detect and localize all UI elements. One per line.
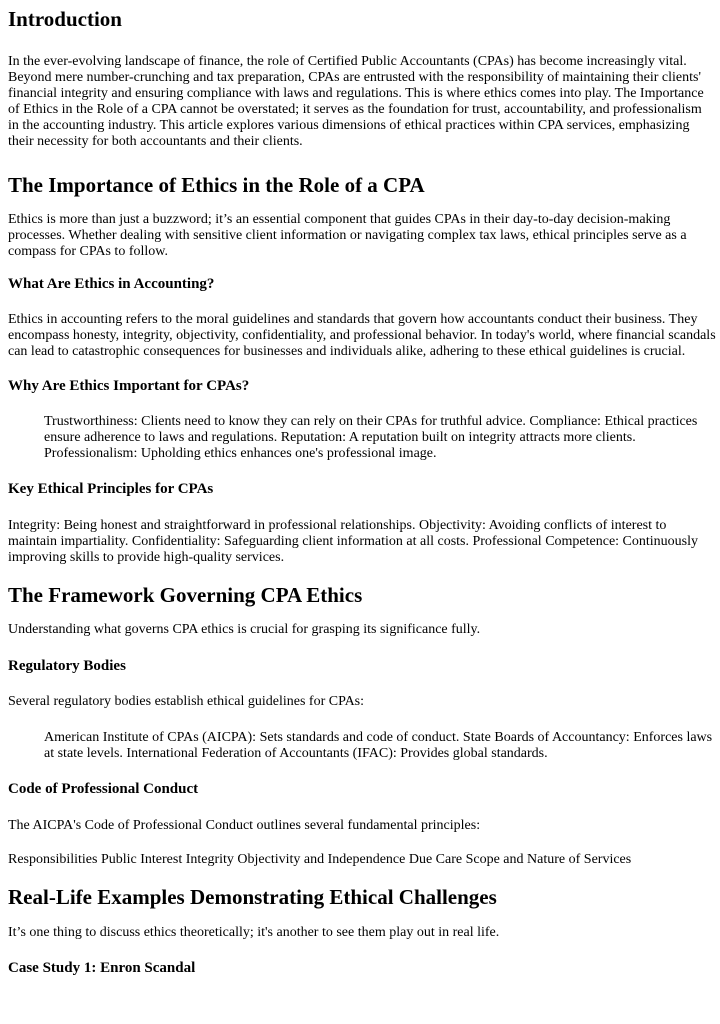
heading-framework: The Framework Governing CPA Ethics xyxy=(8,583,363,607)
paragraph-introduction: In the ever-evolving landscape of finance, the role of Certified Public Accountants (CPAs) has become increasingly vital. Beyond mere number-crunching and tax preparation, CPAs are entrusted with the responsibility of maintaining their clients' financial integrity and ensuring compliance with laws and regulations. This is where ethics comes into play. The Importance of Ethics in the Role of a CPA cannot be overstated; it serves as the foundation for trust, accountability, and professionalism in the accounting industry. This article explores various dimensions of ethical practices within CPA services, emphasizing their necessity for both accountants and their clients. xyxy=(8,54,704,149)
heading-introduction: Introduction xyxy=(8,7,122,31)
paragraph-real-life-examples: It’s one thing to discuss ethics theoretically; it's another to see them play out in real life. xyxy=(8,925,500,940)
article xyxy=(0,7,720,977)
heading-key-ethical-principles: Key Ethical Principles for CPAs xyxy=(8,481,214,497)
heading-why-ethics-important: Why Are Ethics Important for CPAs? xyxy=(8,378,250,394)
paragraph-importance-of-ethics: Ethics is more than just a buzzword; it’s an essential component that guides CPAs in their day-to-day decision-making processes. Whether dealing with sensitive client information or navigating complex tax laws, ethical principles serve as a compass for CPAs to follow. xyxy=(8,212,687,259)
list-why-ethics-important: Trustworthiness: Clients need to know they can rely on their CPAs for truthful advice. Compliance: Ethical practices ensure adherence to laws and regulations. Reputation: A reputation built on integrity attracts more clients. Professionalism: Upholding ethics enhances one's professional image. xyxy=(44,414,698,461)
heading-code-of-conduct: Code of Professional Conduct xyxy=(8,781,199,797)
paragraph-framework: Understanding what governs CPA ethics is crucial for grasping its significance fully. xyxy=(8,622,481,637)
heading-real-life-examples: Real-Life Examples Demonstrating Ethical Challenges xyxy=(8,885,497,909)
list-code-of-conduct-principles: Responsibilities Public Interest Integrity Objectivity and Independence Due Care Scope and Nature of Services xyxy=(8,852,632,867)
heading-regulatory-bodies: Regulatory Bodies xyxy=(8,658,126,674)
heading-what-are-ethics: What Are Ethics in Accounting? xyxy=(8,276,215,292)
paragraph-code-of-conduct: The AICPA's Code of Professional Conduct outlines several fundamental principles: xyxy=(8,818,481,833)
paragraph-key-ethical-principles: Integrity: Being honest and straightforward in professional relationships. Objectivity: Avoiding conflicts of interest to maintain impartiality. Confidentiality: Safeguarding client information at all costs. Professional Competence: Continuously improving skills to provide high-quality services. xyxy=(8,518,699,565)
paragraph-regulatory-bodies: Several regulatory bodies establish ethical guidelines for CPAs: xyxy=(8,694,365,709)
list-regulatory-bodies: American Institute of CPAs (AICPA): Sets standards and code of conduct. State Boards of Accountancy: Enforces laws at state levels. International Federation of Accountants (IFAC): Provides global standards. xyxy=(44,730,713,761)
paragraph-what-are-ethics: Ethics in accounting refers to the moral guidelines and standards that govern how accountants conduct their business. They encompass honesty, integrity, objectivity, confidentiality, and professional behavior. In today's world, where financial scandals can lead to catastrophic consequences for businesses and individuals alike, adhering to these ethical guidelines is crucial. xyxy=(8,312,716,359)
heading-importance-of-ethics: The Importance of Ethics in the Role of a CPA xyxy=(8,173,425,197)
heading-enron-case-study: Case Study 1: Enron Scandal xyxy=(8,960,196,976)
